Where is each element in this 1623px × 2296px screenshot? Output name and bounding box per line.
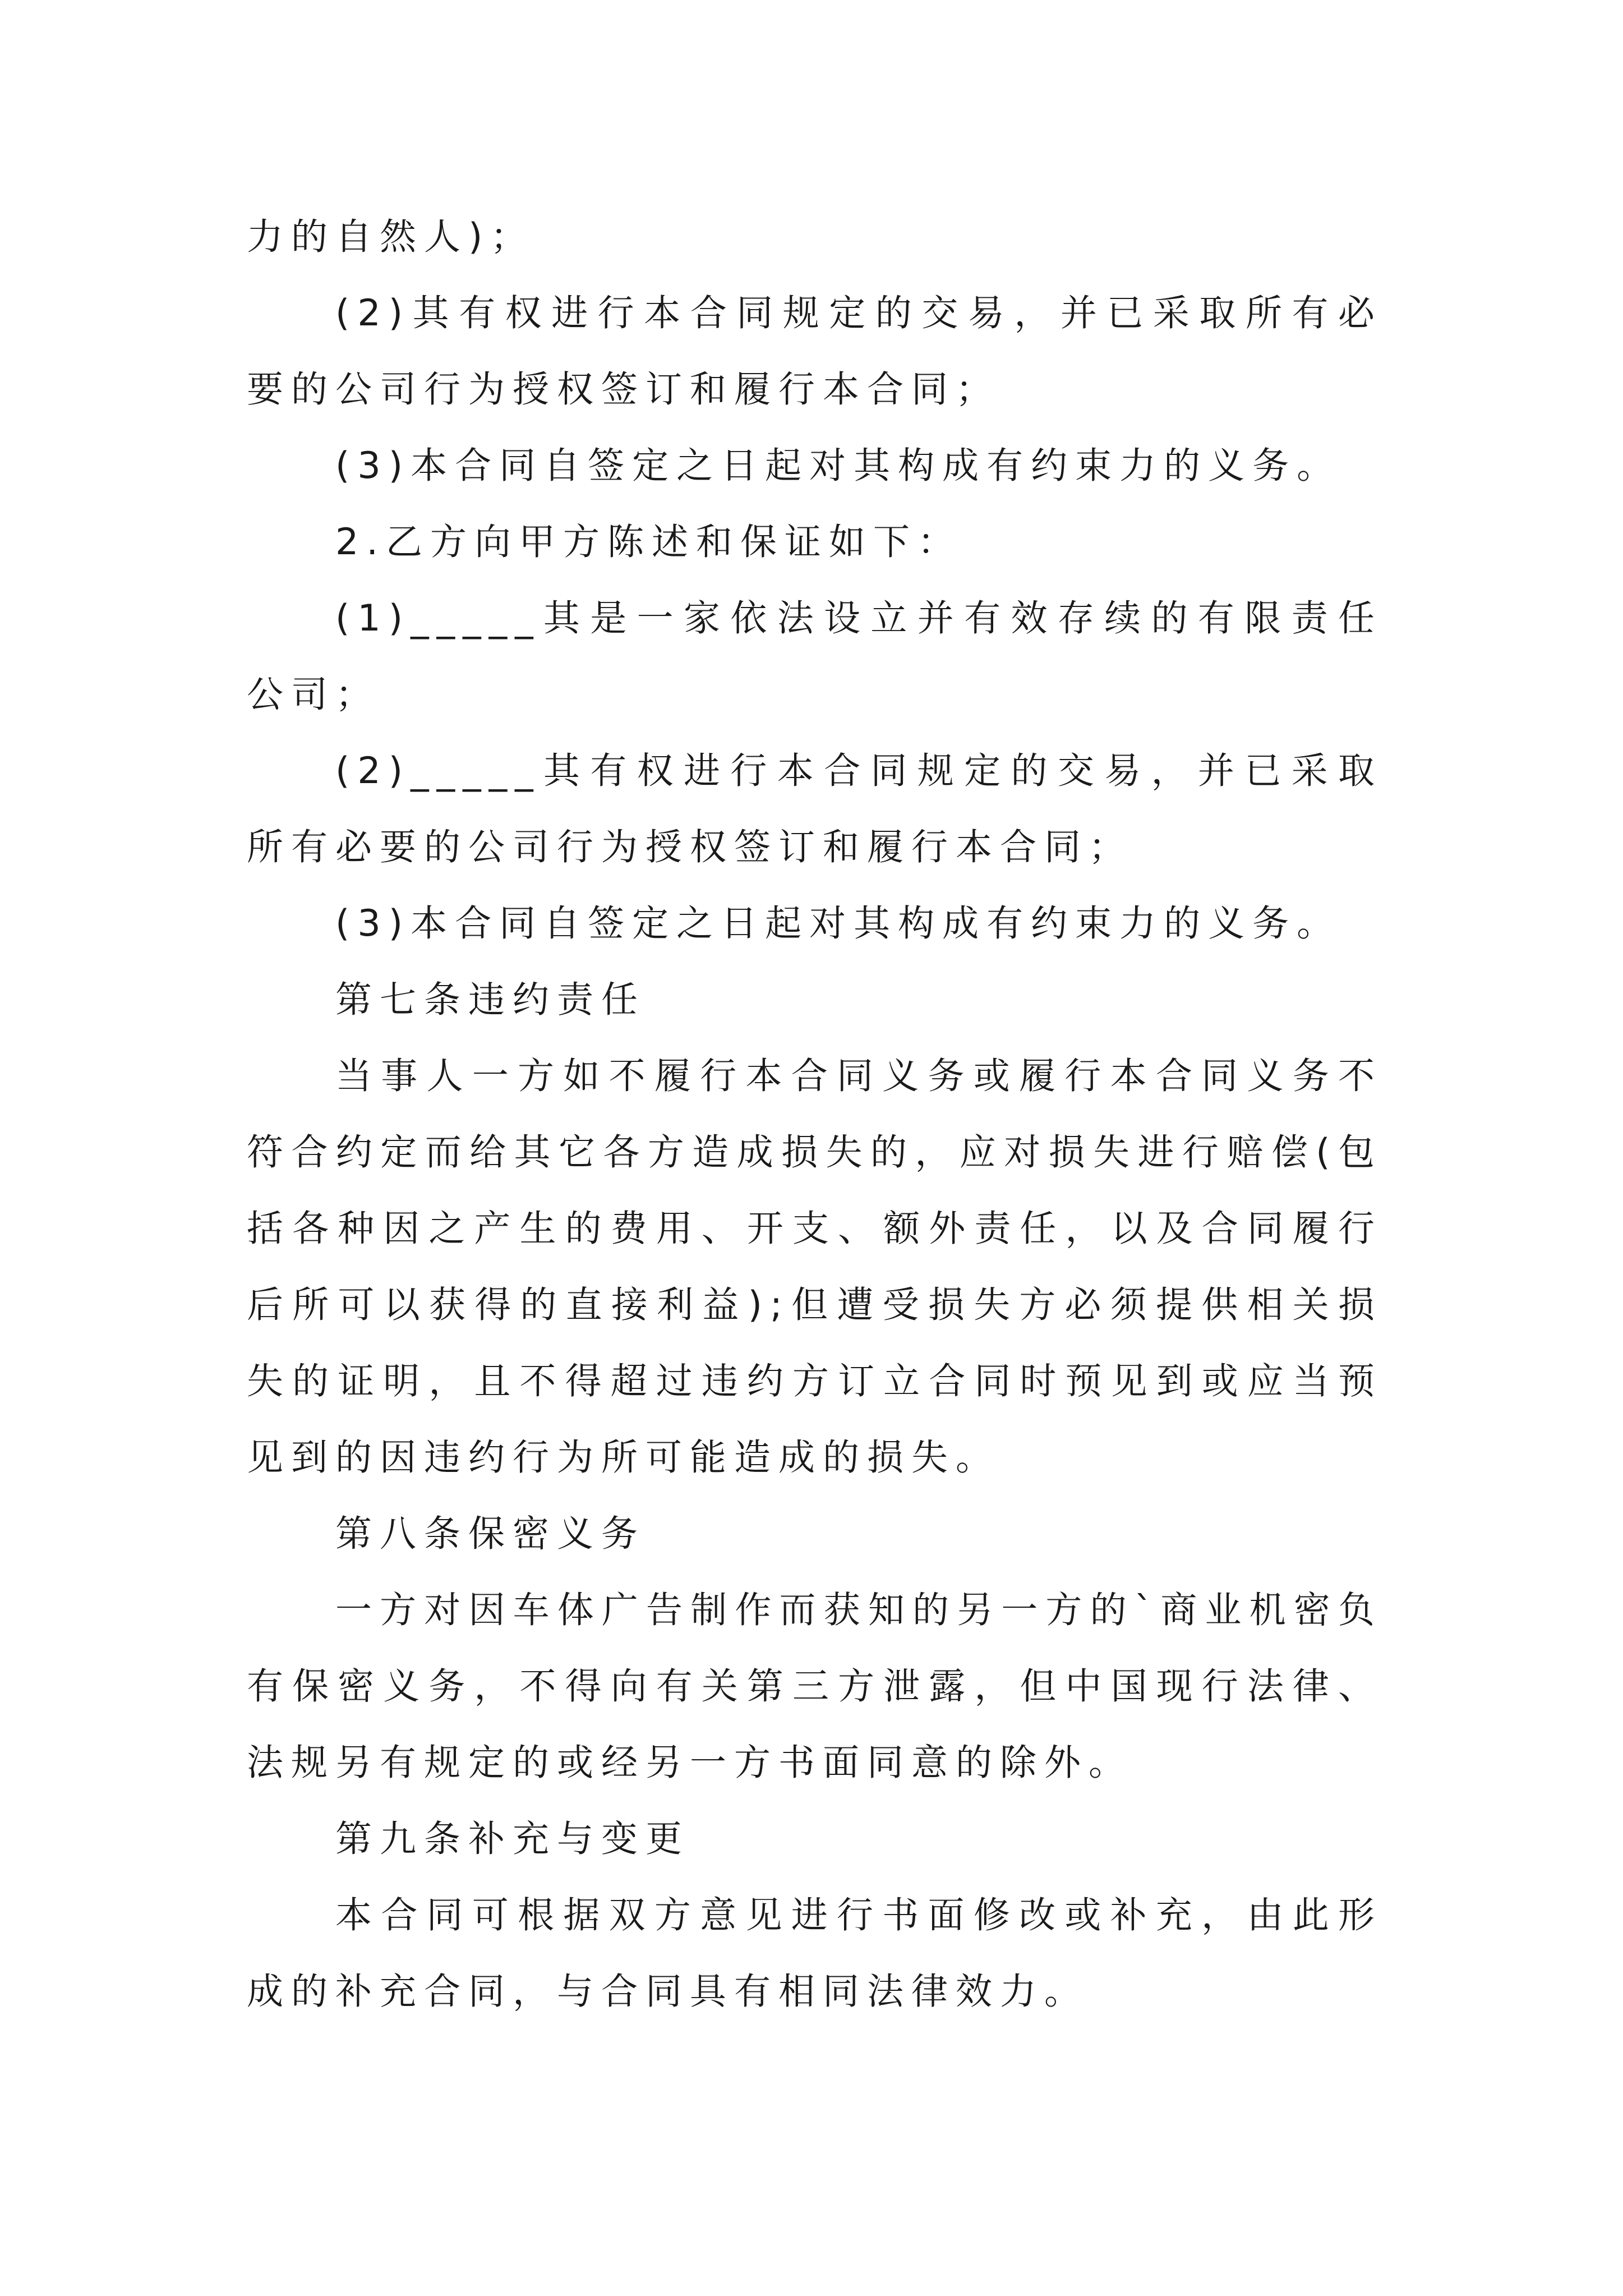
paragraph-clause-3: (3)本合同自签定之日起对其构成有约束力的义务。 [335, 445, 1341, 487]
paragraph-party-b-clause-3: (3)本合同自签定之日起对其构成有约束力的义务。 [335, 903, 1341, 945]
paragraph-continuation: 力的自然人)； [247, 216, 535, 258]
article-7-body: 当事人一方如不履行本合同义务或履行本合同义务不符合约定而给其它各方造成损失的，应对损失进行赔偿(包括各种因之产生的费用、开支、额外责任，以及合同履行后所可以获得的直接利益);但遭受损失方必须提供相关损失的证明，且不得超过违约方订立合同时预见到或应当预见到的因违约行为所可能造成的损失。 [247, 1055, 1382, 1479]
article-7-heading: 第七条违约责任 [335, 979, 646, 1021]
paragraph-party-b-clause-2: (2)_____其有权进行本合同规定的交易，并已采取所有必要的公司行为授权签订和履行本合同； [247, 750, 1382, 868]
paragraph-party-b-clause-1: (1)_____其是一家依法设立并有效存续的有限责任公司； [247, 597, 1382, 716]
article-9-body: 本合同可根据双方意见进行书面修改或补充，由此形成的补充合同，与合同具有相同法律效力。 [247, 1894, 1382, 2013]
article-8-body: 一方对因车体广告制作而获知的另一方的`商业机密负有保密义务，不得向有关第三方泄露，但中国现行法律、法规另有规定的或经另一方书面同意的除外。 [247, 1589, 1382, 1784]
article-8-heading: 第八条保密义务 [335, 1513, 646, 1555]
paragraph-clause-2: (2)其有权进行本合同规定的交易，并已采取所有必要的公司行为授权签订和履行本合同； [247, 292, 1382, 411]
document-page [247, 199, 1382, 2030]
paragraph-party-b-intro: 2.乙方向甲方陈述和保证如下： [335, 521, 962, 563]
article-9-heading: 第九条补充与变更 [335, 1818, 690, 1860]
